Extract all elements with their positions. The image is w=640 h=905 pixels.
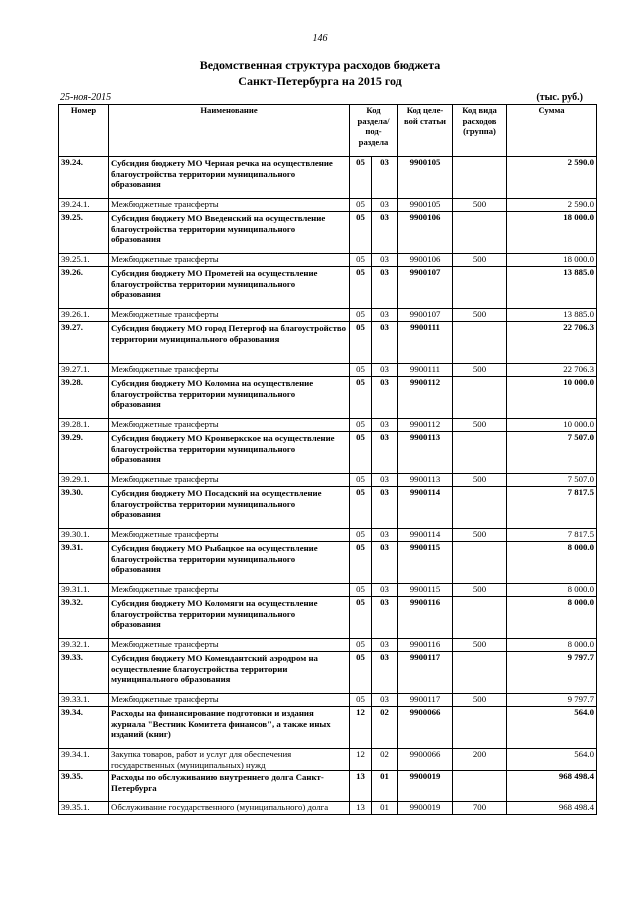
table-row <box>59 694 597 707</box>
cell-section: 05 <box>350 432 372 474</box>
cell-expense-type <box>453 597 507 639</box>
cell-subsection: 03 <box>372 157 398 199</box>
header-name: Наименование <box>109 105 350 157</box>
cell-expense-type: 500 <box>453 584 507 597</box>
cell-name: Межбюджетные трансферты <box>109 639 350 652</box>
cell-subsection: 01 <box>372 771 398 802</box>
cell-expense-type <box>453 432 507 474</box>
cell-subsection: 03 <box>372 267 398 309</box>
cell-name: Межбюджетные трансферты <box>109 474 350 487</box>
cell-expense-type: 200 <box>453 749 507 771</box>
cell-subsection: 03 <box>372 364 398 377</box>
cell-name: Закупка товаров, работ и услуг для обеспечения государственных (муниципальных) нужд <box>109 749 350 771</box>
cell-article: 9900114 <box>398 487 453 529</box>
cell-article: 9900112 <box>398 419 453 432</box>
cell-section: 05 <box>350 377 372 419</box>
table-row <box>59 419 597 432</box>
cell-number: 39.32. <box>59 597 109 639</box>
cell-name: Межбюджетные трансферты <box>109 364 350 377</box>
cell-expense-type <box>453 322 507 364</box>
cell-sum: 2 590.0 <box>507 157 597 199</box>
cell-article: 9900106 <box>398 254 453 267</box>
cell-article: 9900111 <box>398 364 453 377</box>
cell-number: 39.32.1. <box>59 639 109 652</box>
cell-article: 9900113 <box>398 432 453 474</box>
table-row <box>59 529 597 542</box>
cell-article: 9900113 <box>398 474 453 487</box>
cell-sum: 10 000.0 <box>507 419 597 432</box>
cell-subsection: 03 <box>372 212 398 254</box>
table-row <box>59 597 597 639</box>
cell-section: 05 <box>350 597 372 639</box>
cell-expense-type: 500 <box>453 309 507 322</box>
cell-section: 05 <box>350 212 372 254</box>
cell-expense-type <box>453 487 507 529</box>
cell-sum: 22 706.3 <box>507 322 597 364</box>
table-row <box>59 749 597 771</box>
table-row <box>59 267 597 309</box>
cell-article: 9900107 <box>398 309 453 322</box>
header-section: Код раздела/ под- раздела <box>350 105 398 157</box>
cell-sum: 968 498.4 <box>507 802 597 815</box>
cell-article: 9900019 <box>398 802 453 815</box>
cell-name: Субсидия бюджету МО Рыбацкое на осуществление благоустройства территории муниципального образования <box>109 542 350 584</box>
cell-section: 05 <box>350 199 372 212</box>
cell-sum: 13 885.0 <box>507 267 597 309</box>
cell-expense-type: 500 <box>453 199 507 212</box>
cell-subsection: 03 <box>372 584 398 597</box>
cell-expense-type <box>453 707 507 749</box>
cell-subsection: 03 <box>372 322 398 364</box>
cell-subsection: 03 <box>372 419 398 432</box>
header-number: Номер <box>59 105 109 157</box>
cell-number: 39.26. <box>59 267 109 309</box>
cell-name: Субсидия бюджету МО Введенский на осуществление благоустройства территории муниципального образования <box>109 212 350 254</box>
cell-article: 9900115 <box>398 584 453 597</box>
cell-article: 9900107 <box>398 267 453 309</box>
cell-number: 39.33.1. <box>59 694 109 707</box>
table-row <box>59 212 597 254</box>
cell-number: 39.30. <box>59 487 109 529</box>
document-title <box>0 57 640 89</box>
cell-section: 12 <box>350 749 372 771</box>
cell-subsection: 01 <box>372 802 398 815</box>
cell-article: 9900116 <box>398 597 453 639</box>
cell-subsection: 03 <box>372 694 398 707</box>
cell-sum: 564.0 <box>507 707 597 749</box>
cell-number: 39.35.1. <box>59 802 109 815</box>
header-expense-type: Код вида расходов (группа) <box>453 105 507 157</box>
cell-section: 12 <box>350 707 372 749</box>
header-article: Код целе- вой статьи <box>398 105 453 157</box>
cell-name: Межбюджетные трансферты <box>109 419 350 432</box>
table-row <box>59 802 597 815</box>
cell-name: Межбюджетные трансферты <box>109 199 350 212</box>
cell-sum: 8 000.0 <box>507 542 597 584</box>
table-row <box>59 432 597 474</box>
cell-number: 39.30.1. <box>59 529 109 542</box>
table-header-row <box>59 105 597 157</box>
cell-subsection: 02 <box>372 749 398 771</box>
cell-sum: 2 590.0 <box>507 199 597 212</box>
cell-name: Субсидия бюджету МО Коломяги на осуществление благоустройства территории муниципального образования <box>109 597 350 639</box>
cell-expense-type <box>453 771 507 802</box>
cell-expense-type <box>453 542 507 584</box>
table-row <box>59 584 597 597</box>
cell-section: 05 <box>350 254 372 267</box>
cell-number: 39.35. <box>59 771 109 802</box>
cell-subsection: 03 <box>372 254 398 267</box>
cell-name: Субсидия бюджету МО Кронверкское на осуществление благоустройства территории муниципального образования <box>109 432 350 474</box>
cell-article: 9900066 <box>398 707 453 749</box>
title-line-2: Санкт-Петербурга на 2015 год <box>238 74 402 88</box>
cell-sum: 10 000.0 <box>507 377 597 419</box>
cell-name: Межбюджетные трансферты <box>109 309 350 322</box>
cell-number: 39.24.1. <box>59 199 109 212</box>
cell-article: 9900116 <box>398 639 453 652</box>
cell-section: 05 <box>350 157 372 199</box>
cell-section: 05 <box>350 652 372 694</box>
cell-name: Обслуживание государственного (муниципального) долга <box>109 802 350 815</box>
cell-sum: 8 000.0 <box>507 584 597 597</box>
cell-expense-type: 500 <box>453 639 507 652</box>
cell-sum: 13 885.0 <box>507 309 597 322</box>
cell-expense-type <box>453 267 507 309</box>
cell-expense-type: 500 <box>453 529 507 542</box>
cell-article: 9900114 <box>398 529 453 542</box>
cell-number: 39.29.1. <box>59 474 109 487</box>
cell-number: 39.24. <box>59 157 109 199</box>
table-row <box>59 652 597 694</box>
cell-section: 05 <box>350 529 372 542</box>
title-line-1: Ведомственная структура расходов бюджета <box>199 58 441 72</box>
cell-subsection: 03 <box>372 487 398 529</box>
cell-sum: 18 000.0 <box>507 254 597 267</box>
cell-subsection: 03 <box>372 639 398 652</box>
page-number: 146 <box>312 33 328 44</box>
cell-sum: 564.0 <box>507 749 597 771</box>
cell-section: 05 <box>350 309 372 322</box>
cell-expense-type <box>453 212 507 254</box>
cell-article: 9900115 <box>398 542 453 584</box>
cell-subsection: 03 <box>372 652 398 694</box>
cell-article: 9900019 <box>398 771 453 802</box>
cell-sum: 8 000.0 <box>507 597 597 639</box>
cell-subsection: 03 <box>372 542 398 584</box>
cell-name: Субсидия бюджету МО Коломна на осуществление благоустройства территории муниципального образования <box>109 377 350 419</box>
cell-article: 9900106 <box>398 212 453 254</box>
table-row <box>59 254 597 267</box>
cell-expense-type: 500 <box>453 254 507 267</box>
cell-expense-type <box>453 157 507 199</box>
cell-article: 9900117 <box>398 652 453 694</box>
cell-name: Расходы на финансирование подготовки и издания журнала "Вестник Комитета финансов", а также иных изданий (книг) <box>109 707 350 749</box>
header-sum: Сумма <box>507 105 597 157</box>
cell-sum: 8 000.0 <box>507 639 597 652</box>
cell-number: 39.25.1. <box>59 254 109 267</box>
cell-name: Субсидия бюджету МО Посадский на осуществление благоустройства территории муниципального образования <box>109 487 350 529</box>
cell-subsection: 03 <box>372 309 398 322</box>
cell-expense-type: 500 <box>453 364 507 377</box>
cell-sum: 7 817.5 <box>507 487 597 529</box>
cell-name: Субсидия бюджету МО Прометей на осуществление благоустройства территории муниципального образования <box>109 267 350 309</box>
table-row <box>59 487 597 529</box>
table-body <box>59 157 597 815</box>
cell-number: 39.27. <box>59 322 109 364</box>
cell-subsection: 02 <box>372 707 398 749</box>
cell-article: 9900112 <box>398 377 453 419</box>
cell-section: 05 <box>350 322 372 364</box>
cell-expense-type <box>453 652 507 694</box>
table-row <box>59 309 597 322</box>
cell-article: 9900117 <box>398 694 453 707</box>
table-row <box>59 377 597 419</box>
cell-sum: 22 706.3 <box>507 364 597 377</box>
cell-name: Субсидия бюджету МО город Петергоф на благоустройство территории муниципального образования <box>109 322 350 364</box>
cell-name: Межбюджетные трансферты <box>109 254 350 267</box>
cell-sum: 9 797.7 <box>507 652 597 694</box>
cell-expense-type <box>453 377 507 419</box>
cell-section: 05 <box>350 639 372 652</box>
cell-sum: 7 507.0 <box>507 474 597 487</box>
table-row <box>59 707 597 749</box>
cell-name: Субсидия бюджету МО Комендантский аэродром на осуществление благоустройства территории муниципального образования <box>109 652 350 694</box>
cell-section: 05 <box>350 474 372 487</box>
cell-name: Межбюджетные трансферты <box>109 694 350 707</box>
units-label: (тыс. руб.) <box>536 92 583 103</box>
cell-sum: 7 817.5 <box>507 529 597 542</box>
cell-name: Субсидия бюджету МО Черная речка на осуществление благоустройства территории муниципального образования <box>109 157 350 199</box>
cell-expense-type: 500 <box>453 474 507 487</box>
cell-number: 39.28.1. <box>59 419 109 432</box>
cell-subsection: 03 <box>372 597 398 639</box>
table-row <box>59 771 597 802</box>
cell-section: 05 <box>350 364 372 377</box>
cell-section: 05 <box>350 584 372 597</box>
cell-section: 05 <box>350 419 372 432</box>
table-row <box>59 322 597 364</box>
cell-sum: 18 000.0 <box>507 212 597 254</box>
cell-name: Межбюджетные трансферты <box>109 584 350 597</box>
table-row <box>59 364 597 377</box>
cell-number: 39.31. <box>59 542 109 584</box>
cell-sum: 968 498.4 <box>507 771 597 802</box>
cell-subsection: 03 <box>372 432 398 474</box>
table-row <box>59 542 597 584</box>
cell-name: Расходы по обслуживанию внутреннего долга Санкт-Петербурга <box>109 771 350 802</box>
cell-section: 05 <box>350 487 372 529</box>
cell-expense-type: 700 <box>453 802 507 815</box>
cell-sum: 9 797.7 <box>507 694 597 707</box>
cell-article: 9900105 <box>398 199 453 212</box>
cell-subsection: 03 <box>372 474 398 487</box>
cell-number: 39.28. <box>59 377 109 419</box>
cell-section: 05 <box>350 267 372 309</box>
cell-number: 39.33. <box>59 652 109 694</box>
cell-sum: 7 507.0 <box>507 432 597 474</box>
cell-name: Межбюджетные трансферты <box>109 529 350 542</box>
cell-number: 39.29. <box>59 432 109 474</box>
cell-number: 39.34.1. <box>59 749 109 771</box>
budget-table <box>58 104 597 815</box>
cell-number: 39.27.1. <box>59 364 109 377</box>
cell-section: 05 <box>350 694 372 707</box>
table-row <box>59 639 597 652</box>
table-row <box>59 474 597 487</box>
cell-section: 13 <box>350 771 372 802</box>
cell-subsection: 03 <box>372 529 398 542</box>
cell-article: 9900111 <box>398 322 453 364</box>
cell-subsection: 03 <box>372 199 398 212</box>
cell-subsection: 03 <box>372 377 398 419</box>
cell-article: 9900066 <box>398 749 453 771</box>
cell-number: 39.31.1. <box>59 584 109 597</box>
table-row <box>59 157 597 199</box>
cell-number: 39.26.1. <box>59 309 109 322</box>
cell-number: 39.25. <box>59 212 109 254</box>
cell-expense-type: 500 <box>453 694 507 707</box>
table-row <box>59 199 597 212</box>
cell-article: 9900105 <box>398 157 453 199</box>
document-date: 25-ноя-2015 <box>60 92 112 103</box>
cell-number: 39.34. <box>59 707 109 749</box>
cell-section: 13 <box>350 802 372 815</box>
cell-expense-type: 500 <box>453 419 507 432</box>
cell-section: 05 <box>350 542 372 584</box>
